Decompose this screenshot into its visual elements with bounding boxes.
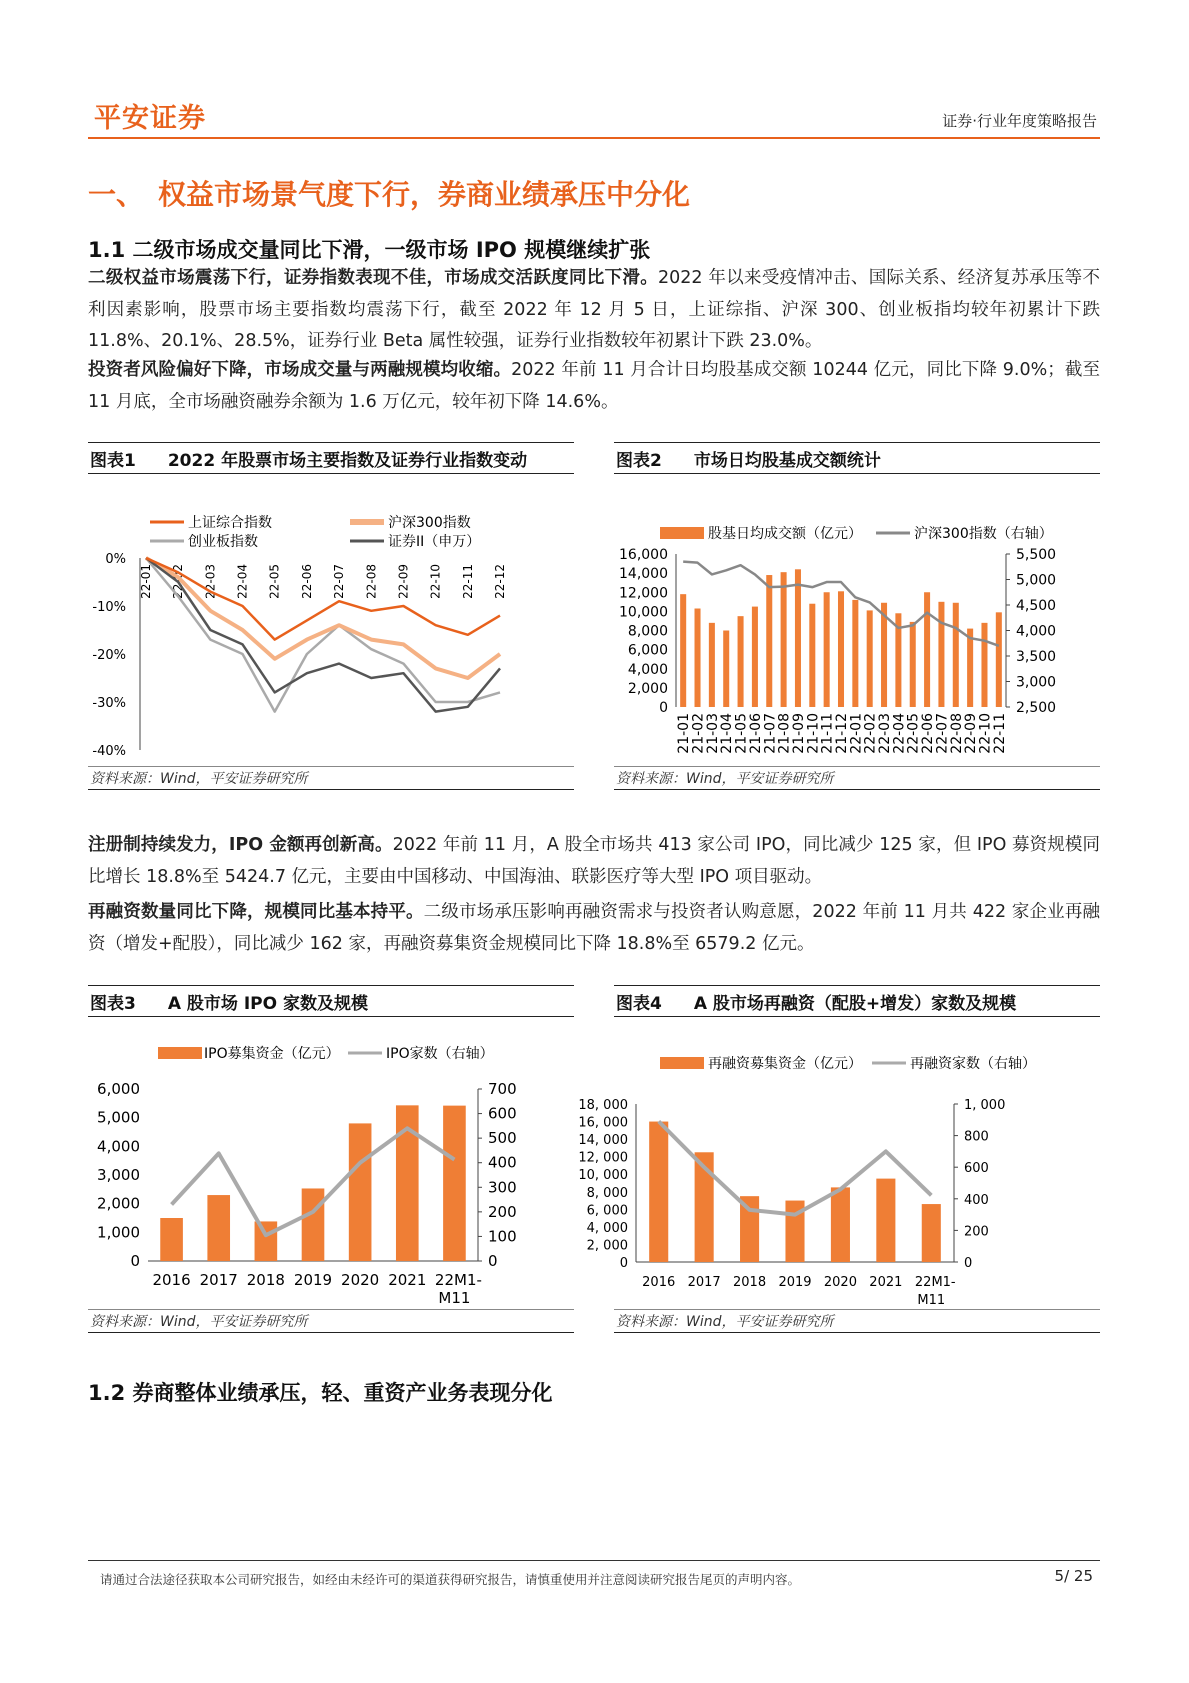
x-tick-label: 21-11 <box>819 713 836 754</box>
y-tick-label: 8, 000 <box>586 1185 628 1201</box>
x-tick-label: 2020 <box>823 1275 857 1290</box>
x-tick-label: 22-06 <box>299 564 314 599</box>
y-tick-label: 6,000 <box>627 642 668 659</box>
figure-4-chart <box>578 1017 1100 1308</box>
x-tick-label: 22M1- <box>434 1271 482 1289</box>
series-line-1 <box>146 558 500 678</box>
y2-tick-label: 100 <box>488 1227 517 1246</box>
paragraph-3 <box>88 830 1100 893</box>
x-tick-label: 21-03 <box>704 713 721 754</box>
legend-label-turnover: 股基日均成交额（亿元） <box>708 526 862 542</box>
figure-4-legend <box>660 1055 1036 1072</box>
x-tick-label: 22-01 <box>139 564 153 599</box>
y-tick-label: 0 <box>659 700 668 716</box>
y2-tick-label: 800 <box>964 1129 989 1145</box>
x-tick-label: 2016 <box>152 1271 191 1289</box>
y-tick-label: -30% <box>92 696 126 711</box>
footer-disclaimer: 请通过合法途径获取本公司研究报告，如经由未经许可的渠道获得研究报告，请慎重使用并注意阅读研究报告尾页的声明内容。 <box>100 1572 801 1587</box>
y-tick-label: 6, 000 <box>586 1203 628 1219</box>
y-tick-label: 18, 000 <box>578 1098 628 1113</box>
x-tick-label: 21-06 <box>747 713 764 754</box>
y-tick-label: 16, 000 <box>578 1115 628 1131</box>
x-tick-label: 22-01 <box>848 713 865 754</box>
subsection-title-1-1: 1.1 二级市场成交量同比下滑，一级市场 IPO 规模继续扩张 <box>88 238 651 262</box>
y-tick-label: 16,000 <box>619 547 668 563</box>
header-divider <box>88 137 1100 139</box>
y-tick-label: 10, 000 <box>578 1168 628 1184</box>
x-tick-label: 2019 <box>293 1271 333 1289</box>
figure-1-legend <box>150 514 480 550</box>
bar <box>443 1106 466 1261</box>
figure-2-number: 图表2 <box>616 450 662 471</box>
figure-1-chart <box>88 474 574 762</box>
series-line-2 <box>146 558 500 712</box>
bar <box>349 1123 372 1261</box>
y2-tick-label: 600 <box>488 1104 517 1123</box>
bar <box>680 594 686 707</box>
legend-label-csi300: 沪深300指数 <box>388 515 471 531</box>
y2-tick-label: 400 <box>964 1192 989 1208</box>
y-tick-label: 14, 000 <box>578 1133 628 1149</box>
y-tick-label: -40% <box>92 744 126 759</box>
bar <box>795 569 801 707</box>
figure-4-source: 资料来源：Wind，平安证券研究所 <box>614 1309 1100 1333</box>
x-tick-label: 21-02 <box>690 713 707 754</box>
bar <box>922 1204 941 1262</box>
x-tick-label: 22M1- <box>914 1275 956 1290</box>
x-tick-label: 2021 <box>869 1275 903 1290</box>
figure-1-source: 资料来源：Wind，平安证券研究所 <box>88 766 574 790</box>
figure-2-legend <box>660 525 1053 542</box>
y-tick-label: 4,000 <box>627 661 668 678</box>
y2-tick-label: 4,500 <box>1016 598 1057 614</box>
figure-4 <box>578 985 1100 1333</box>
paragraph-2-body: 2022 年前 11 月合计日均股基成交额 10244 亿元，同比下降 9.0%；截至 11 月底，全市场融资融券余额为 1.6 万亿元，较年初下降 14.6%。 <box>88 360 1101 412</box>
y-tick-label: 2,000 <box>97 1194 140 1213</box>
x-tick-label: 22-07 <box>934 713 951 754</box>
y2-tick-label: 4,000 <box>1016 623 1057 640</box>
bar <box>738 616 744 707</box>
x-tick-label: 22-02 <box>171 564 186 599</box>
bar <box>709 623 715 707</box>
figure-3-legend <box>158 1045 494 1062</box>
y2-tick-label: 0 <box>488 1252 498 1270</box>
x-tick-label: 22-05 <box>905 713 922 754</box>
x-tick-label: 22-11 <box>460 564 475 599</box>
y2-tick-label: 300 <box>488 1178 517 1197</box>
x-tick-label: 2021 <box>388 1271 427 1289</box>
legend-label-ipo-count: IPO家数（右轴） <box>386 1046 494 1062</box>
paragraph-2-lead: 投资者风险偏好下降，市场成交量与两融规模均收缩。 <box>88 360 512 380</box>
figure-4-number: 图表4 <box>616 993 662 1014</box>
bar <box>876 1179 895 1262</box>
figure-3-source: 资料来源：Wind，平安证券研究所 <box>88 1309 574 1333</box>
figure-1 <box>88 442 574 790</box>
figure-3-chart <box>88 1017 574 1305</box>
x-tick-label: 2016 <box>642 1275 676 1290</box>
y-tick-label: 0 <box>619 1256 628 1271</box>
x-tick-label: M11 <box>917 1293 946 1308</box>
bar <box>752 607 758 707</box>
bar <box>924 592 930 707</box>
x-tick-label: 22-10 <box>977 713 994 754</box>
figure-4-title-bar <box>614 985 1100 1017</box>
y2-tick-label: 2,500 <box>1016 700 1057 716</box>
x-tick-label: 22-08 <box>364 564 379 599</box>
legend-label-ipo-amount: IPO募集资金（亿元） <box>204 1046 340 1062</box>
paragraph-1 <box>88 263 1100 358</box>
x-tick-label: 21-08 <box>776 713 793 754</box>
y-tick-label: 12,000 <box>619 585 668 602</box>
y-tick-label: 3,000 <box>97 1166 140 1184</box>
bar <box>255 1221 278 1261</box>
figure-4-title: A 股市场再融资（配股+增发）家数及规模 <box>693 993 1017 1014</box>
bar <box>781 572 787 707</box>
y-tick-label: 5,000 <box>97 1108 140 1127</box>
legend-label-csi300-right: 沪深300指数（右轴） <box>914 526 1053 542</box>
y2-tick-label: 0 <box>964 1256 973 1271</box>
figure-2-source: 资料来源：Wind，平安证券研究所 <box>614 766 1100 790</box>
brand-logo: 平安证券 <box>94 103 206 134</box>
x-tick-label: 21-12 <box>834 713 850 754</box>
bar <box>838 591 844 707</box>
legend-label-securities: 证券II（申万） <box>388 534 481 550</box>
y2-tick-label: 400 <box>488 1153 517 1172</box>
bar <box>809 604 815 707</box>
x-tick-label: 22-02 <box>862 713 879 754</box>
y-tick-label: 1,000 <box>97 1223 140 1242</box>
paragraph-1-body: 2022 年以来受疫情冲击、国际关系、经济复苏承压等不利因素影响，股票市场主要指数均震荡下行，截至 2022 年 12 月 5 日，上证综指、沪深 300、创业板指均较年初累计下跌 11.8%、20.1%、28.5%，证券行业 Beta 属性较强，证券行业指数较年初累计下跌 23.0%。 <box>88 268 1100 351</box>
x-tick-label: 22-09 <box>963 713 980 754</box>
y2-tick-label: 5,500 <box>1016 547 1057 563</box>
figure-2 <box>614 442 1100 790</box>
x-tick-label: 22-12 <box>493 564 507 599</box>
y2-tick-label: 200 <box>964 1224 989 1240</box>
footer-divider <box>88 1560 1100 1561</box>
x-tick-label: 21-10 <box>805 713 822 754</box>
figure-3-number: 图表3 <box>90 993 136 1014</box>
y-tick-label: 2,000 <box>627 680 668 697</box>
paragraph-4 <box>88 897 1100 960</box>
y-tick-label: 2, 000 <box>586 1238 628 1254</box>
bar <box>867 610 873 707</box>
paragraph-3-lead: 注册制持续发力，IPO 金额再创新高。 <box>88 835 393 855</box>
y-tick-label: 4,000 <box>97 1137 140 1156</box>
x-tick-label: 22-06 <box>920 713 937 754</box>
bar <box>910 622 916 707</box>
series-line-3 <box>146 558 500 712</box>
legend-label-chinext: 创业板指数 <box>188 534 258 550</box>
x-tick-label: 22-03 <box>203 564 218 599</box>
y-tick-label: 14,000 <box>619 566 668 583</box>
subsection-title-1-2: 1.2 券商整体业绩承压，轻、重资产业务表现分化 <box>88 1381 553 1405</box>
paragraph-4-lead: 再融资数量同比下降，规模同比基本持平。 <box>88 902 424 922</box>
bar <box>996 612 1002 707</box>
x-tick-label: 22-04 <box>235 564 250 599</box>
y-tick-label: -10% <box>92 600 126 615</box>
figure-2-title-bar <box>614 442 1100 474</box>
y2-tick-label: 500 <box>488 1129 517 1148</box>
x-tick-label: 2017 <box>199 1271 238 1289</box>
y2-tick-label: 3,000 <box>1016 674 1057 691</box>
bar <box>831 1187 850 1262</box>
x-tick-label: M11 <box>438 1289 471 1307</box>
legend-swatch-refi-amount <box>660 1057 704 1069</box>
y-tick-label: 10,000 <box>619 604 668 621</box>
legend-swatch-ipo-amount <box>158 1047 202 1059</box>
paragraph-2 <box>88 355 1100 418</box>
page-number: 5/ 25 <box>1054 1567 1093 1585</box>
figure-3 <box>88 985 574 1333</box>
legend-label-shanghai: 上证综合指数 <box>188 515 272 531</box>
y-tick-label: -20% <box>92 648 126 663</box>
figure-2-title: 市场日均股基成交额统计 <box>693 450 881 471</box>
bar <box>649 1122 668 1262</box>
bar <box>824 592 830 707</box>
paragraph-1-lead: 二级权益市场震荡下行，证券指数表现不佳，市场成交活跃度同比下滑。 <box>88 268 659 288</box>
bar <box>852 600 858 707</box>
y-tick-label: 0% <box>105 552 126 567</box>
figure-3-title: A 股市场 IPO 家数及规模 <box>167 993 368 1014</box>
x-tick-label: 21-05 <box>733 713 750 754</box>
x-tick-label: 2019 <box>778 1275 812 1290</box>
y2-tick-label: 5,000 <box>1016 572 1057 589</box>
bar <box>160 1218 183 1261</box>
x-tick-label: 2017 <box>687 1275 721 1290</box>
x-tick-label: 2020 <box>341 1271 380 1289</box>
report-type: 证券·行业年度策略报告 <box>942 112 1097 130</box>
bar <box>953 603 959 707</box>
x-tick-label: 2018 <box>246 1271 285 1289</box>
x-tick-label: 21-04 <box>719 713 736 754</box>
paragraph-3-body: 2022 年前 11 月，A 股全市场共 413 家公司 IPO，同比减少 125 家，但 IPO 募资规模同比增长 18.8%至 5424.7 亿元，主要由中国移动、中国海油、联影医疗等大型 IPO 项目驱动。 <box>88 835 1100 887</box>
bar <box>207 1195 230 1261</box>
x-tick-label: 22-08 <box>948 713 965 754</box>
y-tick-label: 0 <box>130 1252 140 1270</box>
bar <box>981 623 987 707</box>
figure-1-title-bar <box>88 442 574 474</box>
x-tick-label: 21-09 <box>790 713 807 754</box>
figure-1-title: 2022 年股票市场主要指数及证券行业指数变动 <box>167 450 528 471</box>
y-tick-label: 6,000 <box>97 1080 140 1098</box>
y-tick-label: 4, 000 <box>586 1220 628 1236</box>
x-tick-label: 22-03 <box>877 713 894 754</box>
figure-1-number: 图表1 <box>90 450 136 471</box>
x-tick-label: 22-09 <box>396 564 411 599</box>
bar <box>938 602 944 707</box>
x-tick-label: 22-04 <box>891 713 908 754</box>
legend-swatch-turnover <box>660 527 704 539</box>
bar <box>302 1188 325 1261</box>
figure-3-title-bar <box>88 985 574 1017</box>
legend-label-refi-amount: 再融资募集资金（亿元） <box>708 1056 862 1072</box>
x-tick-label: 22-10 <box>428 564 443 599</box>
x-tick-label: 2018 <box>733 1275 767 1290</box>
bar <box>967 629 973 707</box>
paragraph-4-body: 二级市场承压影响再融资需求与投资者认购意愿，2022 年前 11 月共 422 家企业再融资（增发+配股），同比减少 162 家，再融资募集资金规模同比下降 18.8%至 6579.2 亿元。 <box>88 902 1100 954</box>
y2-tick-label: 600 <box>964 1161 989 1177</box>
x-tick-label: 22-11 <box>991 713 1008 754</box>
figure-2-chart <box>614 474 1100 762</box>
y2-tick-label: 3,500 <box>1016 649 1057 665</box>
bar <box>695 609 701 707</box>
bar <box>766 575 772 707</box>
x-tick-label: 21-01 <box>676 713 693 754</box>
y2-tick-label: 700 <box>488 1080 517 1098</box>
x-tick-label: 22-07 <box>332 564 347 599</box>
y2-tick-label: 1, 000 <box>964 1098 1006 1113</box>
y-tick-label: 12, 000 <box>578 1150 628 1166</box>
legend-label-refi-count: 再融资家数（右轴） <box>910 1056 1036 1072</box>
x-tick-label: 22-05 <box>267 564 282 599</box>
y2-tick-label: 200 <box>488 1202 517 1221</box>
section-title: 一、 权益市场景气度下行，券商业绩承压中分化 <box>88 178 691 211</box>
bar <box>723 631 729 708</box>
y-tick-label: 8,000 <box>627 623 668 640</box>
x-tick-label: 21-07 <box>762 713 779 754</box>
